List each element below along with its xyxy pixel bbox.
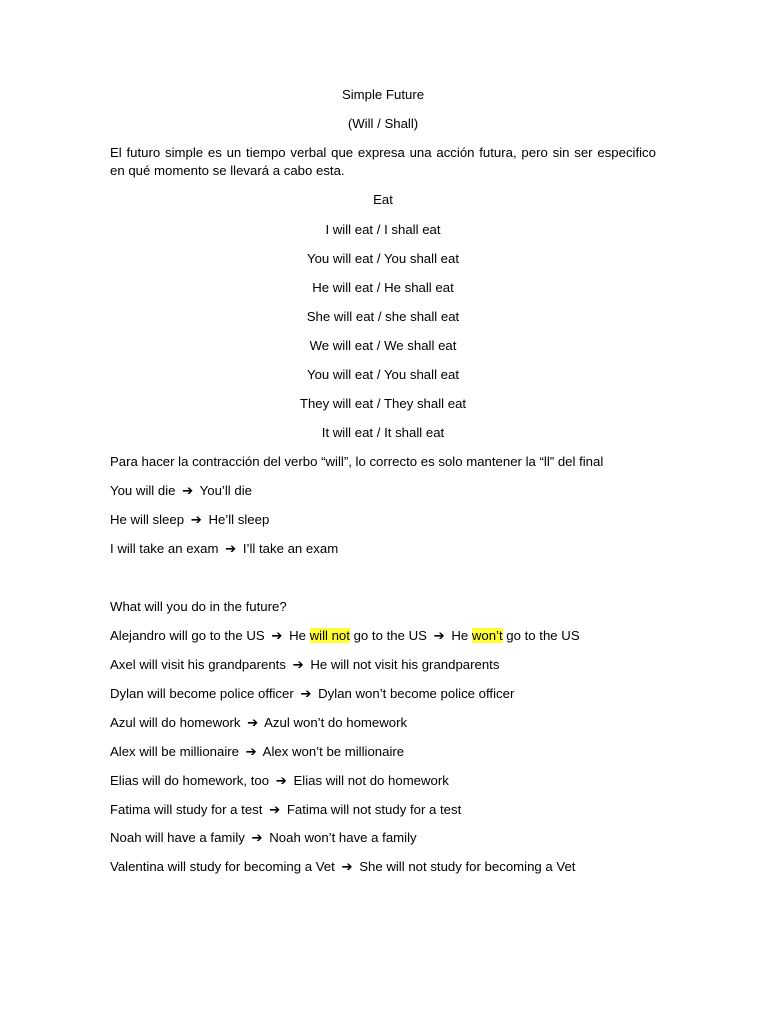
arrow-right-icon: ➔	[245, 744, 257, 759]
exercise-question: What will you do in the future?	[110, 599, 287, 614]
conjugation-line: He will eat / He shall eat	[312, 280, 454, 295]
answer-text: He	[451, 628, 472, 643]
arrow-right-icon: ➔	[251, 830, 263, 845]
answer-negative: She will not study for becoming a Vet	[359, 859, 576, 874]
document-title: Simple Future	[341, 87, 425, 102]
conjugation-line: You will eat / You shall eat	[306, 251, 459, 266]
answer-affirmative: Valentina will study for becoming a Vet	[110, 859, 335, 874]
example-original: You will die	[110, 483, 176, 498]
arrow-right-icon: ➔	[271, 628, 283, 643]
intro-paragraph: El futuro simple es un tiempo verbal que expresa una acción futura, pero sin ser especifico en qué momento se llevará a cabo esta.	[110, 145, 656, 178]
answer-affirmative: Elias will do homework, too	[110, 773, 270, 788]
arrow-right-icon: ➔	[341, 859, 353, 874]
answer-affirmative: Noah will have a family	[110, 830, 245, 845]
contraction-example	[110, 540, 656, 558]
conjugation-line: She will eat / she shall eat	[306, 309, 460, 324]
answer-negative: Elias will not do homework	[293, 773, 449, 788]
example-contracted: He’ll sleep	[208, 512, 270, 527]
contraction-note: Para hacer la contracción del verbo “will”, lo correcto es solo mantener la “ll” del final	[110, 454, 604, 469]
highlighted-text: won’t	[471, 628, 503, 643]
answer-text: He	[289, 628, 310, 643]
answer-negative: Alex won’t be millionaire	[262, 744, 405, 759]
answer-line	[110, 829, 656, 847]
arrow-right-icon: ➔	[225, 541, 237, 556]
conjugation-line: I will eat / I shall eat	[325, 222, 441, 237]
example-original: I will take an exam	[110, 541, 219, 556]
answer-text: go to the US	[349, 628, 427, 643]
answer-negative: He will not visit his grandparents	[310, 657, 500, 672]
answer-line	[110, 627, 656, 645]
conjugation-line: We will eat / We shall eat	[309, 338, 457, 353]
answer-negative: Dylan won’t become police officer	[318, 686, 515, 701]
answer-line	[110, 714, 656, 732]
arrow-right-icon: ➔	[247, 715, 259, 730]
answer-line	[110, 801, 656, 819]
answer-contracted	[451, 628, 579, 643]
arrow-right-icon: ➔	[190, 512, 202, 527]
answer-negative: Noah won’t have a family	[269, 830, 417, 845]
answer-affirmative: Axel will visit his grandparents	[110, 657, 286, 672]
answer-line	[110, 772, 656, 790]
arrow-right-icon: ➔	[433, 628, 445, 643]
highlighted-text: will not	[309, 628, 350, 643]
arrow-right-icon: ➔	[182, 483, 194, 498]
answer-line	[110, 743, 656, 761]
arrow-right-icon: ➔	[269, 802, 281, 817]
verb-heading: Eat	[373, 192, 393, 207]
conjugation-line: They will eat / They shall eat	[299, 396, 467, 411]
example-contracted: I’ll take an exam	[242, 541, 339, 556]
answer-negative: Fatima will not study for a test	[286, 802, 462, 817]
answer-line	[110, 685, 656, 703]
contraction-example	[110, 482, 656, 500]
answer-affirmative: Alejandro will go to the US	[110, 628, 265, 643]
example-contracted: You’ll die	[199, 483, 252, 498]
conjugation-line: It will eat / It shall eat	[321, 425, 445, 440]
answer-line	[110, 858, 656, 876]
answer-text: go to the US	[502, 628, 580, 643]
answer-affirmative: Alex will be millionaire	[110, 744, 239, 759]
answer-negative	[289, 628, 427, 643]
answer-affirmative: Fatima will study for a test	[110, 802, 263, 817]
conjugation-line: You will eat / You shall eat	[306, 367, 459, 382]
contraction-example	[110, 511, 656, 529]
answer-affirmative: Azul will do homework	[110, 715, 241, 730]
arrow-right-icon: ➔	[300, 686, 312, 701]
document-subtitle: (Will / Shall)	[347, 116, 419, 131]
arrow-right-icon: ➔	[292, 657, 304, 672]
answer-affirmative: Dylan will become police officer	[110, 686, 294, 701]
answer-negative: Azul won’t do homework	[264, 715, 408, 730]
arrow-right-icon: ➔	[275, 773, 287, 788]
example-original: He will sleep	[110, 512, 185, 527]
answer-line	[110, 656, 656, 674]
